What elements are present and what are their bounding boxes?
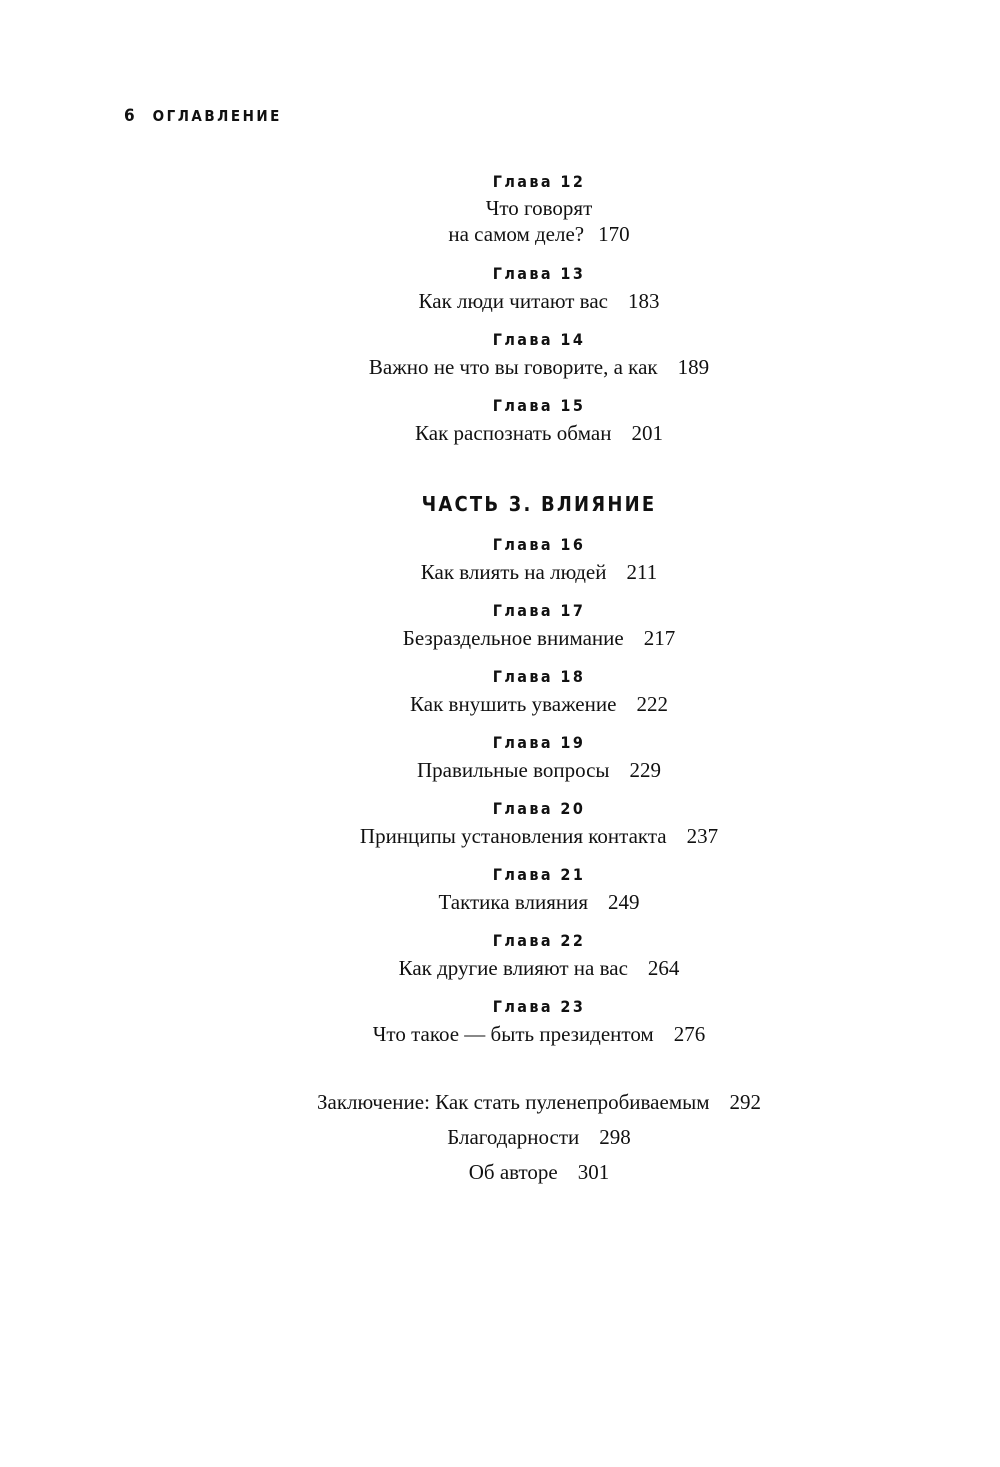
toc-entry-chapter-16[interactable] bbox=[0, 534, 1000, 585]
chapter-label: Глава 16 bbox=[492, 535, 586, 554]
toc-entry-chapter-21[interactable] bbox=[0, 864, 1000, 915]
page-number: 301 bbox=[577, 1160, 610, 1184]
toc-entry-chapter-19[interactable] bbox=[0, 732, 1000, 783]
toc-entry-acknowledgements[interactable] bbox=[0, 1124, 1000, 1150]
chapter-label: Глава 22 bbox=[492, 931, 586, 950]
toc-entry-chapter-23[interactable] bbox=[0, 996, 1000, 1047]
chapter-label: Глава 15 bbox=[492, 396, 586, 415]
entry-title: Благодарности bbox=[447, 1125, 580, 1149]
chapter-title: Безраздельное внимание 217 bbox=[402, 626, 676, 650]
toc-entry-chapter-14[interactable] bbox=[0, 329, 1000, 380]
chapter-title: Важно не что вы говорите, а как 189 bbox=[368, 355, 710, 379]
toc-entry-chapter-15[interactable] bbox=[0, 395, 1000, 446]
page-number: 292 bbox=[729, 1090, 762, 1114]
page-number: 217 bbox=[643, 626, 676, 650]
chapter-label: Глава 23 bbox=[492, 997, 586, 1016]
page-number: 237 bbox=[686, 824, 719, 848]
chapter-label: Глава 12 bbox=[492, 172, 586, 191]
entry-title: Об авторе bbox=[468, 1160, 558, 1184]
chapter-title: Как внушить уважение 222 bbox=[410, 692, 668, 716]
toc-entry-chapter-13[interactable] bbox=[0, 263, 1000, 314]
page-number: 201 bbox=[631, 421, 663, 445]
chapter-label: Глава 13 bbox=[492, 264, 586, 283]
chapter-label: Глава 19 bbox=[492, 733, 586, 752]
part-heading: ЧАСТЬ 3. ВЛИЯНИЕ bbox=[421, 492, 657, 516]
toc-entry-chapter-20[interactable] bbox=[0, 798, 1000, 849]
page-number: 249 bbox=[608, 890, 640, 914]
toc-entry-chapter-22[interactable] bbox=[0, 930, 1000, 981]
page-number: 222 bbox=[636, 692, 668, 716]
running-head-title: ОГЛАВЛЕНИЕ bbox=[152, 107, 282, 125]
chapter-title: Тактика влияния 249 bbox=[438, 890, 640, 914]
chapter-title: Что такое — быть президентом 276 bbox=[372, 1022, 706, 1046]
running-head bbox=[124, 106, 282, 126]
toc-entry-chapter-12[interactable] bbox=[0, 171, 1000, 247]
chapter-title: Принципы установления контакта 237 bbox=[359, 824, 719, 848]
page-number: 189 bbox=[677, 355, 710, 379]
toc-entry-conclusion[interactable] bbox=[0, 1089, 1000, 1115]
page-number: 211 bbox=[626, 560, 658, 584]
page-folio: 6 bbox=[124, 106, 135, 126]
chapter-title: Как влиять на людей 211 bbox=[420, 560, 658, 584]
chapter-label: Глава 20 bbox=[492, 799, 586, 818]
chapter-label: Глава 18 bbox=[492, 667, 586, 686]
chapter-label: Глава 14 bbox=[492, 330, 586, 349]
chapter-title-line-2: на самом деле? 170 bbox=[448, 222, 630, 246]
page-number: 183 bbox=[627, 289, 660, 313]
page-number: 170 bbox=[598, 222, 630, 246]
chapter-title: Как другие влияют на вас 264 bbox=[398, 956, 680, 980]
chapter-title: Правильные вопросы 229 bbox=[416, 758, 662, 782]
toc-entry-about-author[interactable] bbox=[0, 1159, 1000, 1185]
page-number: 276 bbox=[673, 1022, 706, 1046]
entry-title: Заключение: Как стать пуленепробиваемым bbox=[316, 1090, 710, 1114]
toc-entry-chapter-18[interactable] bbox=[0, 666, 1000, 717]
chapter-title: Как люди читают вас 183 bbox=[418, 289, 660, 313]
chapter-title-line-1: Что говорят bbox=[485, 196, 593, 220]
chapter-label: Глава 17 bbox=[492, 601, 586, 620]
chapter-label: Глава 21 bbox=[492, 865, 586, 884]
toc-entry-chapter-17[interactable] bbox=[0, 600, 1000, 651]
chapter-title: Как распознать обман 201 bbox=[415, 421, 663, 445]
page-number: 298 bbox=[599, 1125, 631, 1149]
page-number: 229 bbox=[629, 758, 662, 782]
page-number: 264 bbox=[647, 956, 680, 980]
